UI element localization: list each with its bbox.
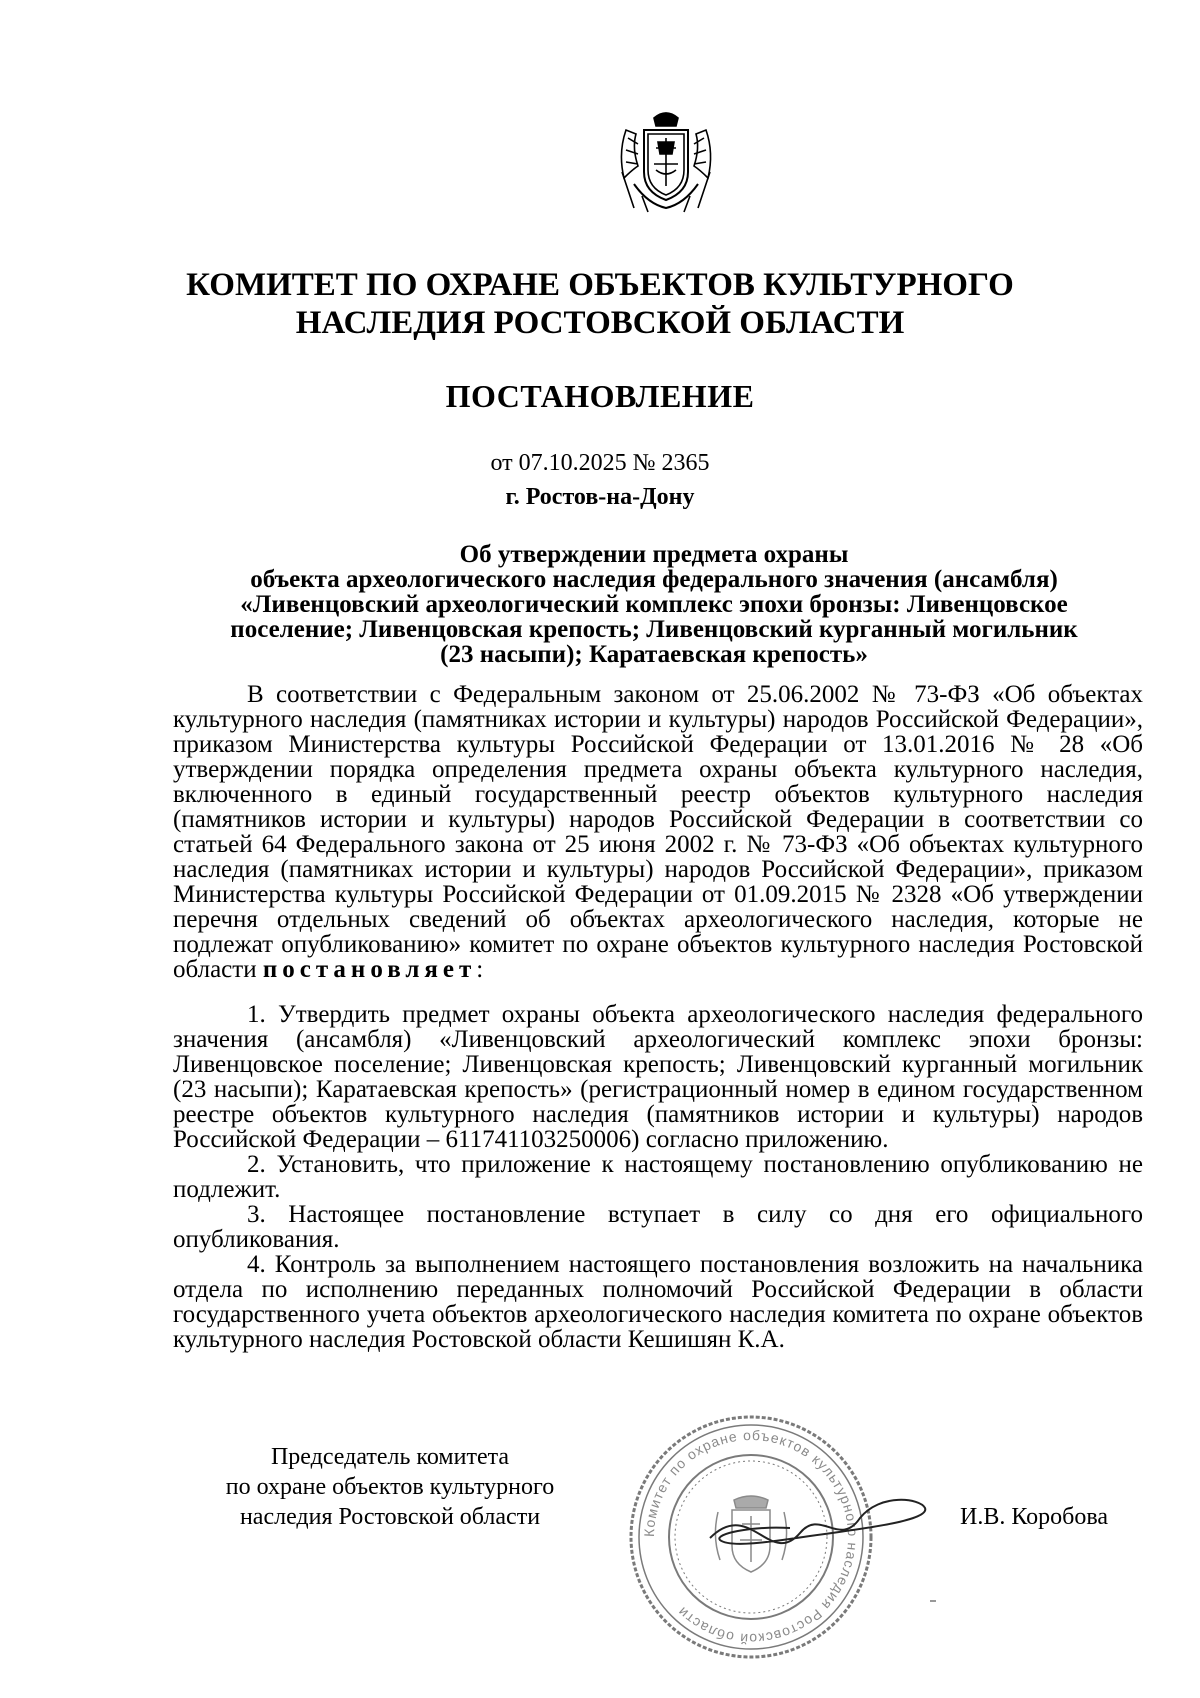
preamble-paragraph bbox=[173, 682, 1143, 982]
signatory-title-line: наследия Ростовской области bbox=[239, 1504, 541, 1530]
signatory-title bbox=[170, 1442, 610, 1532]
subject-line: Об утверждении предмета охраны bbox=[459, 541, 849, 568]
decree-colon: : bbox=[476, 956, 484, 983]
organization-name-line-1: КОМИТЕТ ПО ОХРАНЕ ОБЪЕКТОВ КУЛЬТУРНОГО bbox=[186, 267, 1014, 303]
document-body bbox=[173, 682, 1143, 1352]
document-subject bbox=[170, 542, 1138, 667]
document-city: г. Ростов-на-Дону bbox=[505, 484, 695, 510]
subject-line: поселение; Ливенцовская крепость; Ливенцовский курганный могильник bbox=[230, 616, 1078, 643]
preamble-text: В соответствии с Федеральным законом от 25.06.2002 № 73-ФЗ «Об объектах культурного наследия (памятниках истории и культуры) народов Российской Федерации», приказом Министерства культуры Российской Федерации от 13.01.2016 № 28 «Об утверждении порядка определения предмета охраны объекта культурного наследия, включенного в единый государственный реестр объектов культурного наследия (памятников истории и культуры) народов Российской Федерации в соответствии со статьей 64 Федерального закона от 25 июня 2002 г. № 73-ФЗ «Об объектах культурного наследия (памятниках истории и культуры) народов Российской Федерации», приказом Министерства культуры Российской Федерации от 01.09.2015 № 2328 «Об утверждении перечня отдельных сведений об объектах археологического наследия, которые не подлежат опубликованию» комитет по охране объектов культурного наследия Ростовской области bbox=[173, 681, 1143, 983]
resolution-item: 4. Контроль за выполнением настоящего постановления возложить на начальника отдела по исполнению переданных полномочий Российской Федерации в области государственного учета объектов археологического наследия комитета по охране объектов культурного наследия Ростовской области Кешишян К.А. bbox=[173, 1251, 1143, 1353]
resolution-item: 2. Установить, что приложение к настоящему постановлению опубликованию не подлежит. bbox=[173, 1151, 1143, 1203]
document-date-number: от 07.10.2025 № 2365 bbox=[490, 450, 710, 476]
subject-line: «Ливенцовский археологический комплекс эпохи бронзы: Ливенцовское bbox=[240, 591, 1068, 618]
coat-of-arms-icon bbox=[608, 108, 724, 218]
seal-text: Комитет по охране объектов культурного наследия Ростовской области bbox=[640, 1426, 862, 1648]
signatory-title-line: Председатель комитета bbox=[270, 1444, 510, 1470]
signatory-title-line: по охране объектов культурного bbox=[225, 1474, 555, 1500]
resolution-item: 3. Настоящее постановление вступает в силу со дня его официального опубликования. bbox=[173, 1201, 1143, 1253]
signature-mark bbox=[930, 1600, 936, 1602]
handwritten-signature-icon bbox=[690, 1478, 940, 1578]
document-type-title: ПОСТАНОВЛЕНИЕ bbox=[445, 378, 755, 414]
organization-name bbox=[120, 266, 1080, 342]
resolution-item: 1. Утвердить предмет охраны объекта археологического наследия федерального значения (ансамбля) «Ливенцовский археологический комплекс эпохи бронзы: Ливенцовское поселение; Ливенцовская крепость; Ливенцовский курганный могильник (23 насыпи); Каратаевская крепость» (регистрационный номер в едином государственном реестре объектов культурного наследия (памятников истории и культуры) народов Российской Федерации – 611741103250006) согласно приложению. bbox=[173, 1001, 1143, 1153]
organization-name-line-2: НАСЛЕДИЯ РОСТОВСКОЙ ОБЛАСТИ bbox=[295, 305, 905, 341]
signatory-name: И.В. Коробова bbox=[960, 1504, 1109, 1530]
subject-line: объекта археологического наследия федерального значения (ансамбля) bbox=[250, 566, 1058, 593]
subject-line: (23 насыпи); Каратаевская крепость» bbox=[440, 641, 868, 668]
decree-word: постановляет bbox=[262, 956, 477, 983]
